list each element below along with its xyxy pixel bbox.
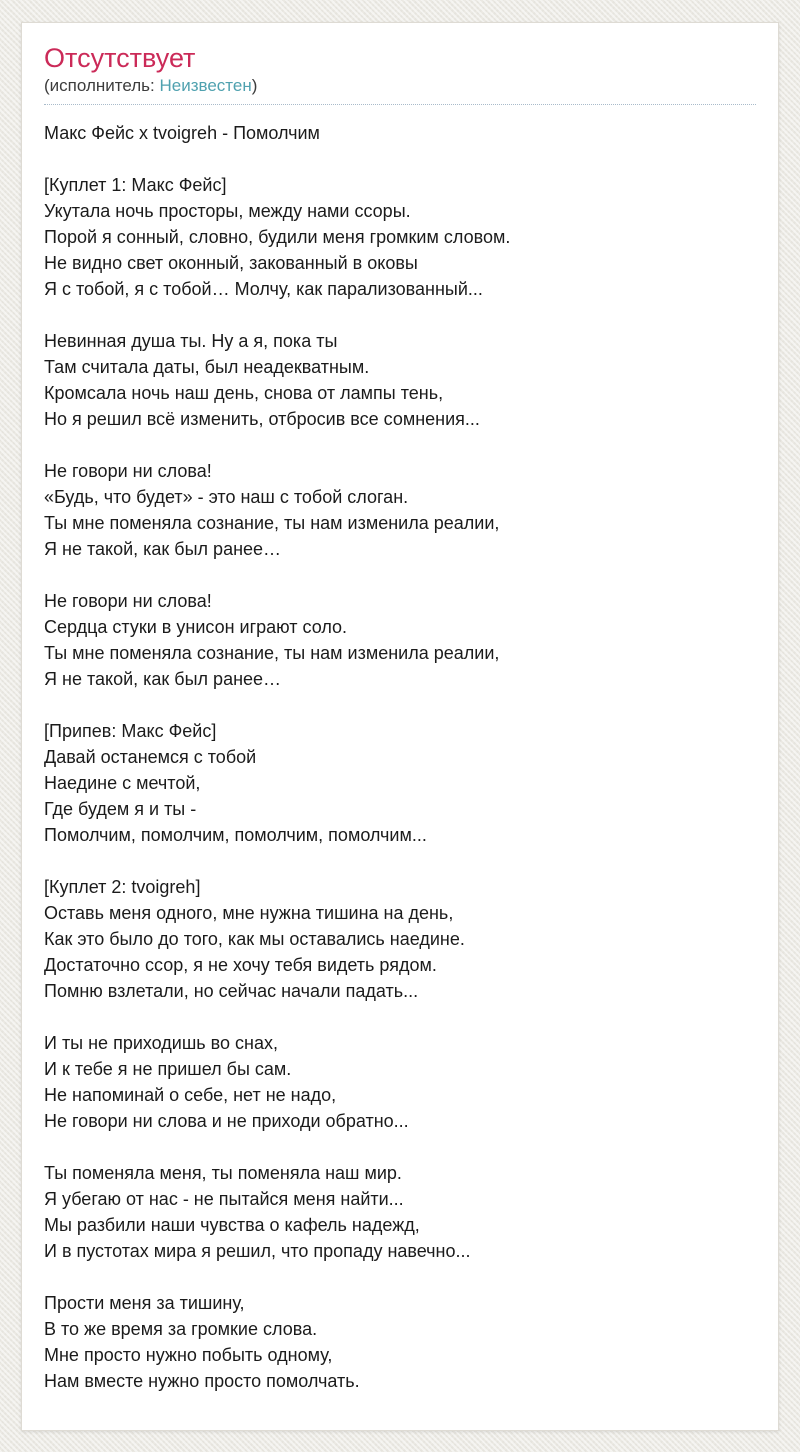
song-title-link[interactable]: Отсутствует — [44, 43, 196, 73]
lyric-line: Порой я сонный, словно, будили меня громким словом. — [44, 227, 511, 247]
lyric-stanza — [44, 1160, 756, 1264]
lyric-line: Не видно свет оконный, закованный в оковы — [44, 253, 418, 273]
lyric-stanza — [44, 588, 756, 692]
lyric-line: Мне просто нужно побыть одному, — [44, 1345, 333, 1365]
lyrics — [44, 120, 756, 1394]
lyric-line: Давай останемся с тобой — [44, 747, 257, 767]
lyric-line: «Будь, что будет» - это наш с тобой слоган. — [44, 487, 409, 507]
lyric-line: [Куплет 1: Макс Фейс] — [44, 175, 227, 195]
lyric-line: Я убегаю от нас - не пытайся меня найти... — [44, 1189, 404, 1209]
lyric-line: Не говори ни слова и не приходи обратно... — [44, 1111, 409, 1131]
lyric-line: Сердца стуки в унисон играют соло. — [44, 617, 348, 637]
lyric-line: И в пустотах мира я решил, что пропаду навечно... — [44, 1241, 471, 1261]
lyric-line: И ты не приходишь во снах, — [44, 1033, 278, 1053]
lyric-stanza — [44, 328, 756, 432]
artist-link[interactable]: Неизвестен — [159, 76, 252, 95]
lyric-line: Ты мне поменяла сознание, ты нам изменила реалии, — [44, 513, 500, 533]
lyric-line: Прости меня за тишину, — [44, 1293, 245, 1313]
lyric-line: Я не такой, как был ранее… — [44, 669, 282, 689]
lyric-line: [Куплет 2: tvoigreh] — [44, 877, 201, 897]
lyric-stanza — [44, 1290, 756, 1394]
lyric-line: Я не такой, как был ранее… — [44, 539, 282, 559]
lyric-line: Оставь меня одного, мне нужна тишина на день, — [44, 903, 454, 923]
lyric-line: Невинная душа ты. Ну а я, пока ты — [44, 331, 338, 351]
lyric-line: [Припев: Макс Фейс] — [44, 721, 217, 741]
artist-label-prefix: (исполнитель: — [44, 76, 160, 95]
lyric-line: Укутала ночь просторы, между нами ссоры. — [44, 201, 411, 221]
lyric-line: Достаточно ссор, я не хочу тебя видеть рядом. — [44, 955, 437, 975]
lyric-line: Нам вместе нужно просто помолчать. — [44, 1371, 360, 1391]
card-header — [44, 41, 756, 105]
lyric-line: Помню взлетали, но сейчас начали падать... — [44, 981, 419, 1001]
lyric-line: Ты мне поменяла сознание, ты нам изменила реалии, — [44, 643, 500, 663]
lyric-line: Ты поменяла меня, ты поменяла наш мир. — [44, 1163, 402, 1183]
lyric-stanza — [44, 172, 756, 302]
lyric-line: Мы разбили наши чувства о кафель надежд, — [44, 1215, 420, 1235]
lyrics-card — [21, 22, 779, 1431]
lyric-line: В то же время за громкие слова. — [44, 1319, 318, 1339]
lyric-line: Я с тобой, я с тобой… Молчу, как парализованный... — [44, 279, 483, 299]
lyric-line: И к тебе я не пришел бы сам. — [44, 1059, 292, 1079]
artist-label-suffix: ) — [251, 76, 258, 95]
lyric-line: Не говори ни слова! — [44, 591, 212, 611]
lyric-line: Не говори ни слова! — [44, 461, 212, 481]
lyric-line: Кромсала ночь наш день, снова от лампы тень, — [44, 383, 444, 403]
lyric-line: Но я решил всё изменить, отбросив все сомнения... — [44, 409, 480, 429]
lyric-line: Как это было до того, как мы оставались наедине. — [44, 929, 465, 949]
artist-line — [44, 75, 756, 105]
lyric-stanza — [44, 458, 756, 562]
lyric-stanza — [44, 1030, 756, 1134]
lyric-line: Там считала даты, был неадекватным. — [44, 357, 370, 377]
lyric-line: Не напоминай о себе, нет не надо, — [44, 1085, 337, 1105]
lyric-line: Помолчим, помолчим, помолчим, помолчим... — [44, 825, 427, 845]
lyric-stanza — [44, 874, 756, 1004]
lyric-stanza — [44, 718, 756, 848]
lyric-stanza — [44, 120, 756, 146]
lyric-line: Где будем я и ты - — [44, 799, 197, 819]
lyric-line: Наедине с мечтой, — [44, 773, 201, 793]
page-background — [0, 22, 800, 1452]
lyric-line: Макс Фейс x tvoigreh - Помолчим — [44, 123, 320, 143]
